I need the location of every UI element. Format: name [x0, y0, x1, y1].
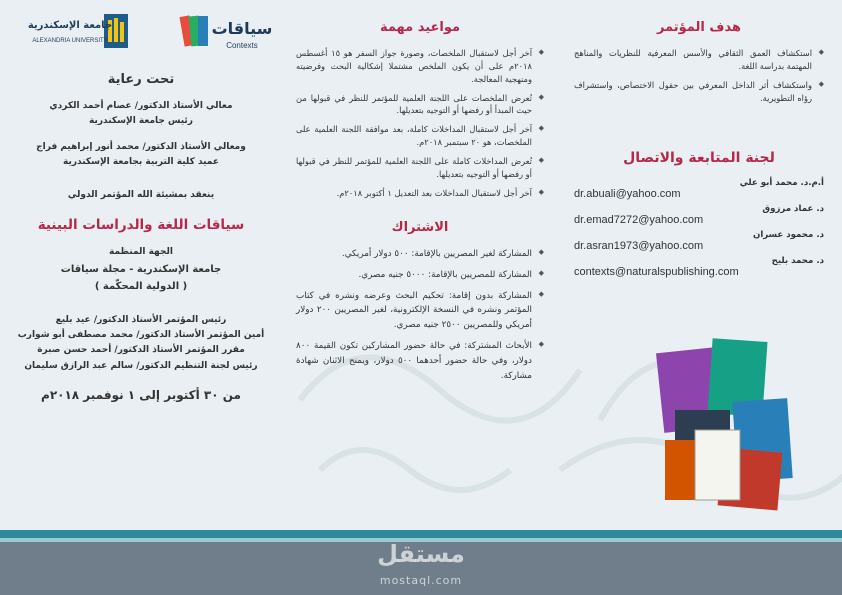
member-email[interactable]: dr.asran1973@yahoo.com — [574, 240, 704, 253]
subscription-item: ◆ المشاركة بدون إقامة: تحكيم البحث وعرضه ونشره في كتاب المؤتمر ونشره في النسخة الإلكترونية، لغير المصريين ٢٠٠ دولار أمريكي وللمصريين ٢٥٠٠ جنيه مصري. — [296, 289, 544, 334]
member-email[interactable]: contexts@naturalspublishing.com — [574, 266, 739, 279]
university-logo-english: ALEXANDRIA UNIVERSITY — [32, 38, 108, 44]
patron-role: رئيس جامعة الإسكندرية — [89, 116, 193, 127]
member-email[interactable]: dr.abuali@yahoo.com — [574, 188, 681, 201]
date-item: ◆ آخر أجل لاستقبال الملخصات، وصورة جواز السفر هو ١٥ أغسطس ٢٠١٨م على أن يكون الملخص مشتملا إشكالية البحث وفرضيته ومنهجية المعالجة. — [296, 47, 544, 86]
goal-heading: هدف المؤتمر — [656, 20, 742, 35]
subscription-item: ◆ الأبحاث المشتركة: في حالة حضور المشاركين تكون القيمة ٨٠٠ دولار، وفي حالة حضور أحدهما ٥٠٠ دولار، ويمنح الاثنان شهادة مشاركة. — [296, 339, 544, 384]
patron-name: معالي الأستاذ الدكتور/ عصام أحمد الكردي — [49, 101, 233, 111]
conference-dates: من ٣٠ أكتوبر إلى ١ نوفمبر ٢٠١٨م — [41, 387, 241, 402]
patronage-title: تحت رعاية — [107, 72, 175, 87]
member-email[interactable]: dr.emad7272@yahoo.com — [574, 214, 704, 227]
conference-intro: ينعقد بمشيئة الله المؤتمر الدولي — [67, 190, 215, 201]
middle-column — [282, 0, 560, 530]
committee-contacts — [574, 178, 824, 278]
member-name: د. محمد بليح — [771, 256, 824, 267]
watermark-arabic: مستقل — [377, 540, 465, 568]
official-line: أمين المؤتمر الأستاذ الدكتور/ محمد مصطفى أبو شوارب — [17, 330, 265, 341]
conference-title: سياقات اللغة والدراسات البينية — [37, 217, 245, 234]
goal-item: ◆ واستكشاف أثر الداخل المعرفي بين حقول الاختصاص، واستشراف رؤاه التطويرية. — [574, 79, 824, 105]
member-name: أ.م.د. محمد أبو علي — [739, 178, 824, 189]
patron-role: عميد كلية التربية بجامعة الإسكندرية — [63, 156, 219, 167]
organizer-line: جامعة الإسكندرية - مجلة سياقات — [60, 263, 222, 275]
footer-stripe — [0, 530, 842, 538]
date-item: ◆ تُعرض الملخصات على اللجنة العلمية للمؤتمر للنظر في قبولها من حيث المبدأ أو رفضها أو التوجيه بتعديلها. — [296, 92, 544, 118]
official-line: رئيس المؤتمر الأستاذ الدكتور/ عيد بليع — [55, 314, 227, 325]
subscription-list — [296, 247, 544, 385]
goal-list — [574, 47, 824, 104]
watermark-latin: mostaql.com — [379, 574, 463, 587]
subscription-heading: الاشتراك — [391, 219, 449, 235]
journal-covers-image — [655, 340, 805, 510]
member-name: د. محمود عسران — [753, 230, 824, 241]
journal-logo-english: Contexts — [226, 41, 258, 50]
dates-heading: مواعيد مهمة — [379, 20, 461, 35]
date-item: ◆ آخر أجل لاستقبال المداخلات بعد التعديل ١ أكتوبر ٢٠١٨م. — [296, 187, 544, 200]
subscription-item: ◆ المشاركة للمصريين بالإقامة: ٥٠٠٠ جنيه مصري. — [296, 268, 544, 283]
goal-item: ◆ استكشاف العمق الثقافي والأسس المعرفية للنظريات والمناهج المهتمة بدراسة اللغة. — [574, 47, 824, 73]
committee-heading: لجنة المتابعة والاتصال — [623, 150, 775, 167]
subscription-item: ◆ المشاركة لغير المصريين بالإقامة: ٥٠٠ دولار أمريكي. — [296, 247, 544, 262]
date-item: ◆ آخر أجل لاستقبال المداخلات كاملة، بعد موافقة اللجنة العلمية على الملخصات، هو ٢٠ سبتمبر ٢٠١٨م. — [296, 123, 544, 149]
dates-list — [296, 47, 544, 200]
official-line: رئيس لجنة التنظيم الدكتور/ سالم عبد الرازق سليمان — [24, 360, 258, 371]
university-logo-arabic: جامعة الإسكندرية — [27, 20, 113, 31]
organizer-title: الجهة المنظمة — [109, 247, 173, 258]
patron-name: ومعالي الأستاذ الدكتور/ محمد أنور إبراهيم فراج — [36, 141, 246, 152]
member-name: د. عماد مرزوق — [762, 204, 824, 215]
organizer-line: ( الدولية المحكّمة ) — [94, 280, 188, 292]
date-item: ◆ تُعرض المداخلات كاملة على اللجنة العلمية للمؤتمر للنظر في قبولها أو رفضها أو التوجيه بتعديلها. — [296, 155, 544, 181]
left-column — [0, 0, 282, 530]
official-line: مقرر المؤتمر الأستاذ الدكتور/ أحمد حسن صبرة — [37, 345, 245, 356]
journal-logo-arabic: سياقات — [211, 19, 273, 38]
